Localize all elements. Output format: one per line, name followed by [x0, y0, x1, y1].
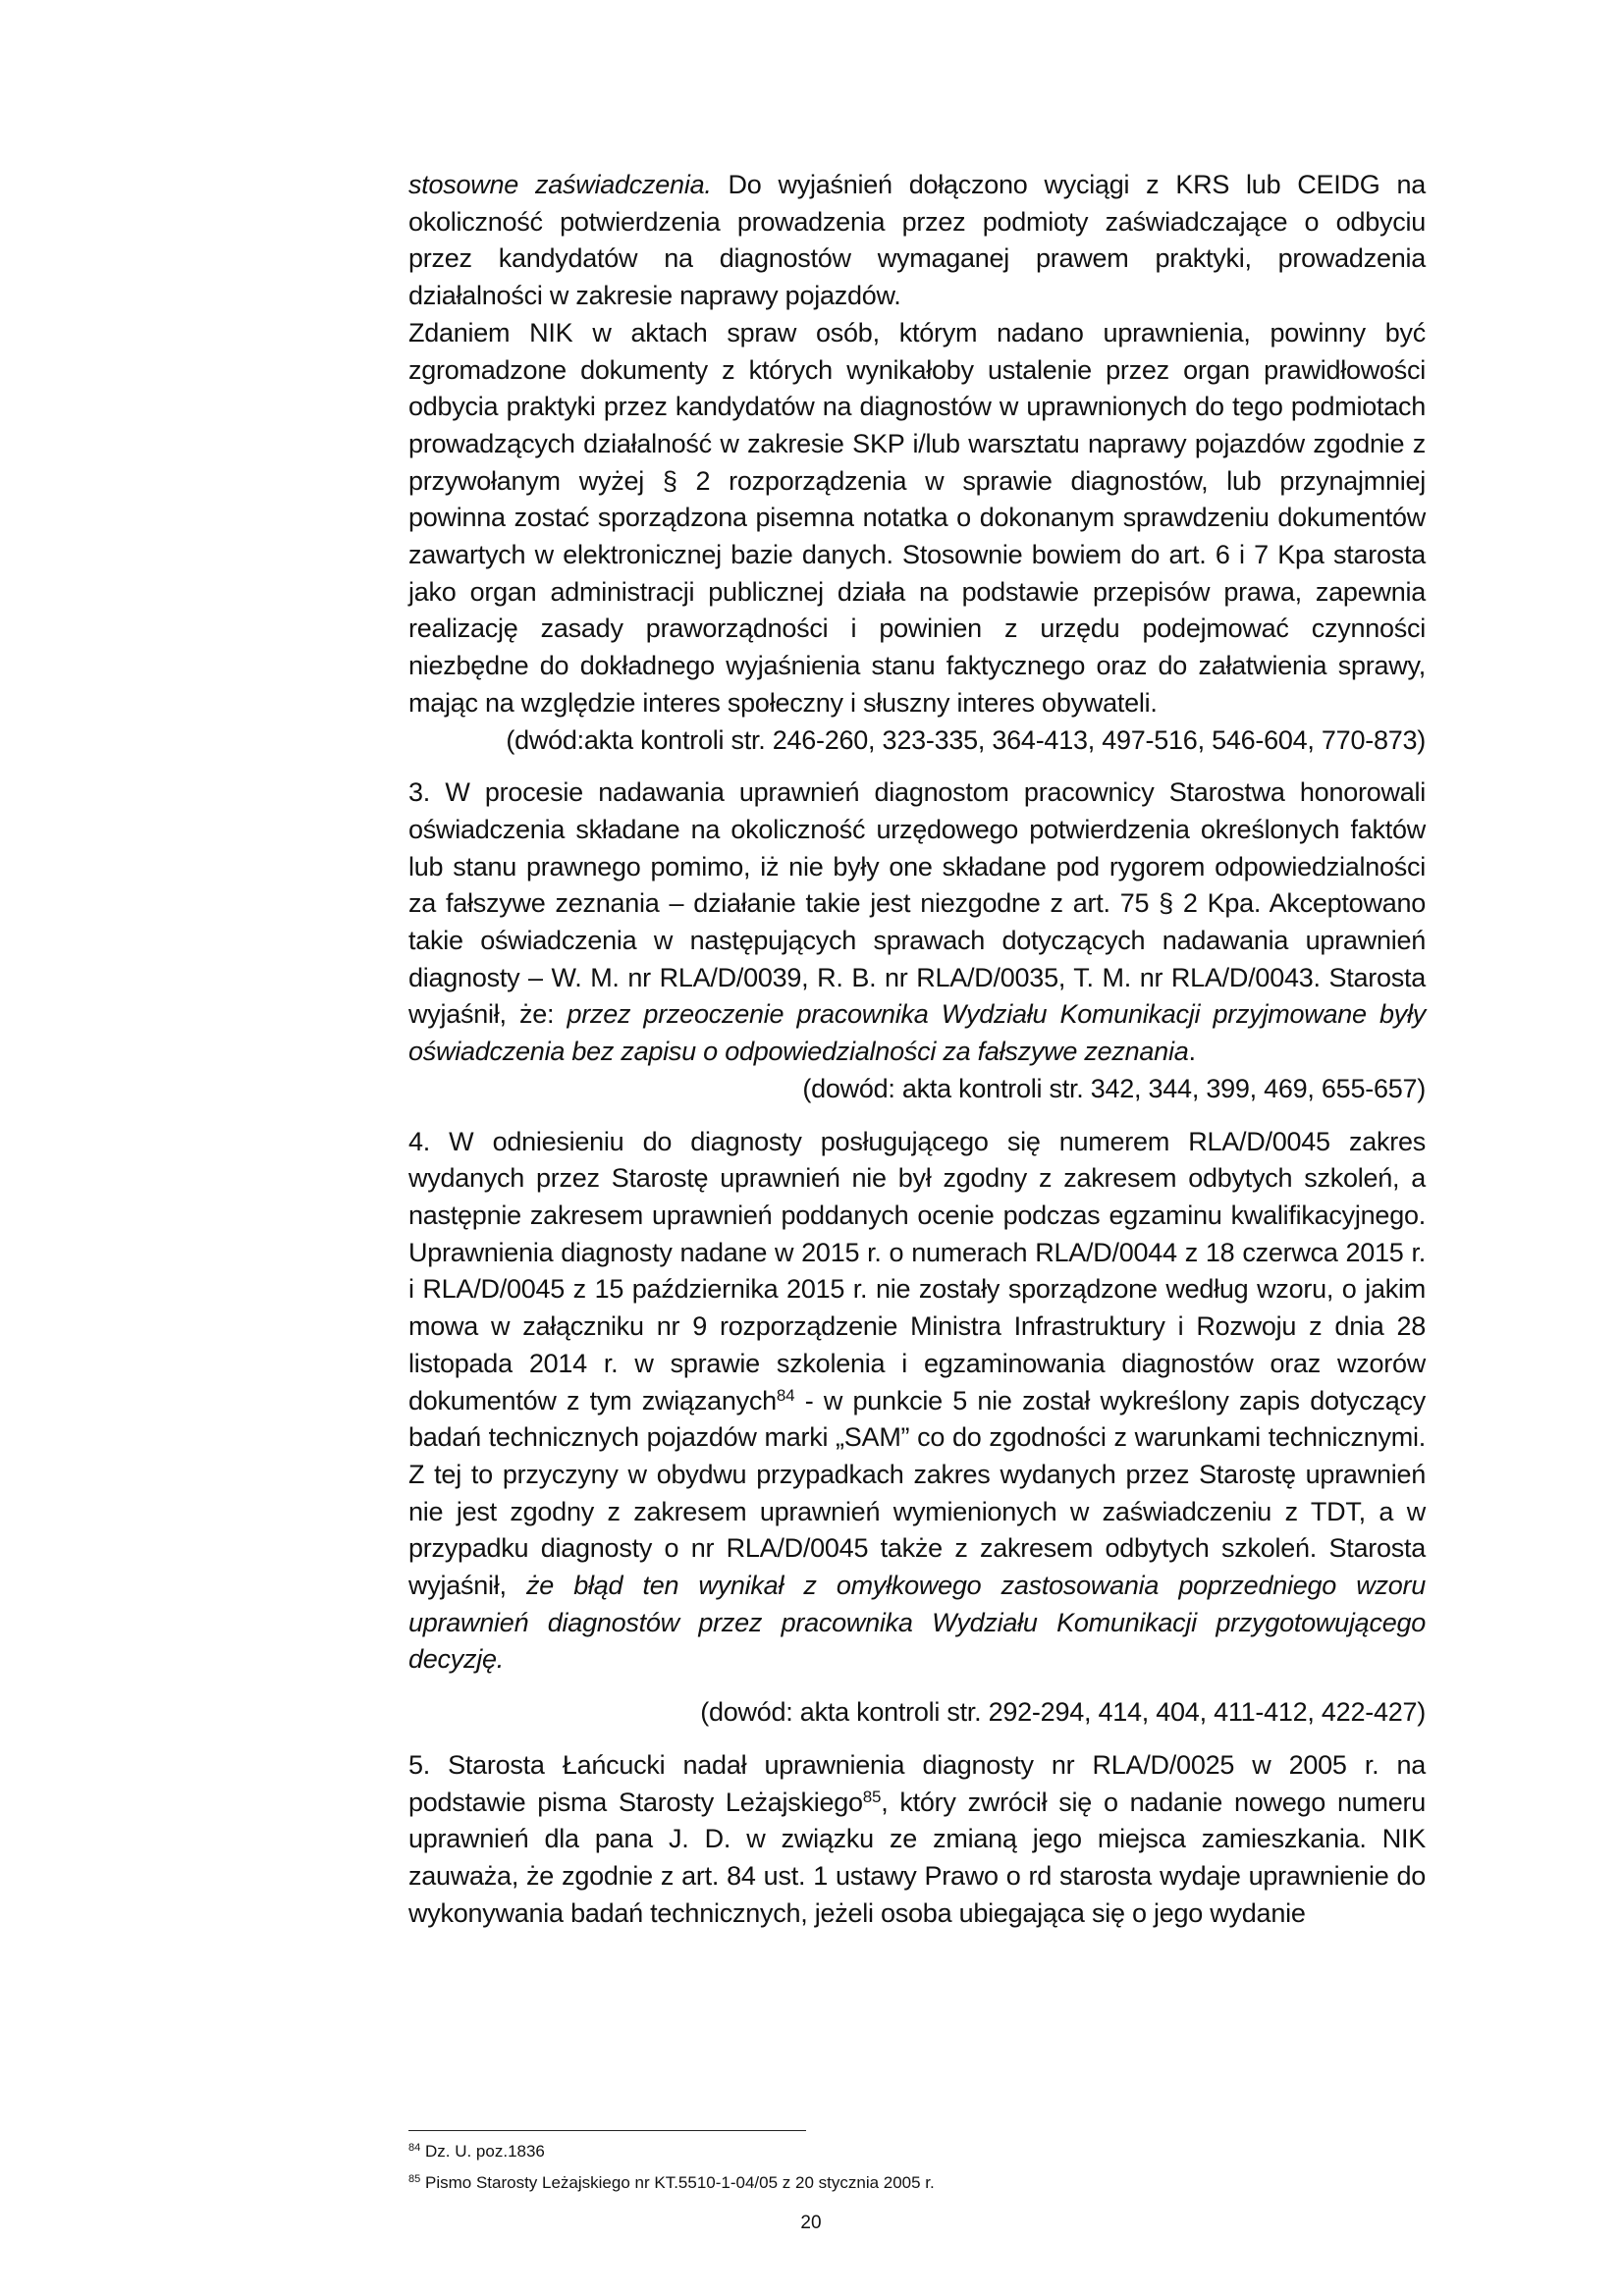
document-body [408, 167, 1426, 1932]
footnote-text: Pismo Starosty Leżajskiego nr KT.5510-1-04/05 z 20 stycznia 2005 r. [424, 2173, 935, 2192]
italic-lead: stosowne zaświadczenia. [408, 170, 712, 199]
paragraph-text: 3. W procesie nadawania uprawnień diagnostom pracownicy Starostwa honorowali oświadczenia składane na okoliczność urzędowego potwierdzenia określonych faktów lub stanu prawnego pomimo, iż nie były one składane pod rygorem odpowiedzialności za fałszywe zeznania – działanie takie jest niezgodne z art. 75 § 2 Kpa. Akceptowano takie oświadczenia w następujących sprawach dotyczących nadawania uprawnień diagnosty – W. M. nr RLA/D/0039, R. B. nr RLA/D/0035, T. M. nr RLA/D/0043. Starosta wyjaśnił, że: [408, 777, 1426, 1030]
paragraph-text: , który zwrócił się o nadanie nowego numeru uprawnień dla pana J. D. w związku ze zmianą jego miejsca zamieszkania. NIK zauważa, że zgodnie z art. 84 ust. 1 ustawy Prawo o rd starosta wydaje uprawnienie do wykonywania badań technicznych, jeżeli osoba ubiegająca się o jego wydanie [408, 1787, 1426, 1928]
paragraph-text: - w punkcie 5 nie został wykreślony zapis dotyczący badań technicznych pojazdów marki „SAM” co do zgodności z warunkami technicznymi. Z tej to przyczyny w obydwu przypadkach zakres wydanych przez Starostę uprawnień nie jest zgodny z zakresem uprawnień wymienionych w zaświadczeniu z TDT, a w przypadku diagnosty o nr RLA/D/0045 także z zakresem odbytych szkoleń. Starosta wyjaśnił, [408, 1385, 1426, 1601]
paragraph-nik-opinion: Zdaniem NIK w aktach spraw osób, którym nadano uprawnienia, powinny być zgromadzone dokumenty z których wynikałoby ustalenie przez organ prawidłowości odbycia praktyki przez kandydatów na diagnostów w uprawnionych do tego podmiotach prowadzących działalność w zakresie SKP i/lub warsztatu naprawy pojazdów zgodnie z przywołanym wyżej § 2 rozporządzenia w sprawie diagnostów, lub przynajmniej powinna zostać sporządzona pisemna notatka o dokonanym sprawdzeniu dokumentów zawartych w elektronicznej bazie danych. Stosownie bowiem do art. 6 i 7 Kpa starosta jako organ administracji publicznej działa na podstawie przepisów prawa, zapewnia realizację zasady praworządności i powinien z urzędu podejmować czynności niezbędne do dokładnego wyjaśnienia stanu faktycznego oraz do załatwienia sprawy, mając na względzie interes społeczny i słuszny interes obywateli. [408, 317, 1426, 718]
paragraph-point-5 [408, 1747, 1426, 1933]
paragraph-text: 4. W odniesieniu do diagnosty posługującego się numerem RLA/D/0045 zakres wydanych przez Starostę uprawnień nie był zgodny z zakresem odbytych szkoleń, a następnie zakresem uprawnień poddanych ocenie podczas egzaminu kwalifikacyjnego. Uprawnienia diagnosty nadane w 2015 r. o numerach RLA/D/0044 z 18 czerwca 2015 r. i RLA/D/0045 z 15 października 2015 r. nie zostały sporządzone według wzoru, o jakim mowa w załączniku nr 9 rozporządzenie Ministra Infrastruktury i Rozwoju z dnia 28 listopada 2014 r. w sprawie szkolenia i egzaminowania diagnostów oraz wzorów dokumentów z tym związanych [408, 1126, 1426, 1415]
paragraph-intro [408, 167, 1426, 315]
footnote-marker[interactable]: 84 [776, 1385, 795, 1405]
footnote-number: 85 [408, 2173, 421, 2185]
footnote-marker[interactable]: 85 [862, 1787, 882, 1806]
quoted-explanation: przez przeoczenie pracownika Wydziału Komunikacji przyjmowane były oświadczenia bez zapisu o odpowiedzialności za fałszywe zeznania [408, 999, 1426, 1067]
quoted-explanation: że błąd ten wynikał z omyłkowego zastosowania poprzedniego wzoru uprawnień diagnostów przez pracownika Wydziału Komunikacji przygotowującego decyzję. [408, 1571, 1426, 1675]
footnote-number: 84 [408, 2142, 421, 2154]
paragraph-text: 5. Starosta Łańcucki nadał uprawnienia diagnosty nr RLA/D/0025 w 2005 r. na podstawie pisma Starosty Leżajskiego [408, 1749, 1426, 1817]
paragraph-point-4 [408, 1124, 1426, 1680]
evidence-reference: (dowód: akta kontroli str. 342, 344, 399, 469, 655-657) [802, 1073, 1426, 1103]
paragraph-point-3 [408, 774, 1426, 1071]
footnote-text: Dz. U. poz.1836 [424, 2142, 545, 2161]
footnote-item [408, 2134, 1426, 2165]
evidence-reference: (dowód: akta kontroli str. 292-294, 414, 404, 411-412, 422-427) [700, 1697, 1426, 1728]
paragraph-text: Do wyjaśnień dołączono wyciągi z KRS lub CEIDG na okoliczność potwierdzenia prowadzenia przez podmioty zaświadczające o odbyciu przez kandydatów na diagnostów wymaganej prawem praktyki, prowadzenia działalności w zakresie naprawy pojazdów. [408, 170, 1426, 311]
evidence-reference: (dwód:akta kontroli str. 246-260, 323-335, 364-413, 497-516, 546-604, 770-873) [506, 724, 1426, 755]
footnote-item [408, 2165, 1426, 2197]
footnotes [408, 2134, 1426, 2197]
page-number: 20 [800, 2213, 822, 2233]
paragraph-text: . [1188, 1037, 1196, 1067]
footnote-separator [408, 2130, 806, 2131]
